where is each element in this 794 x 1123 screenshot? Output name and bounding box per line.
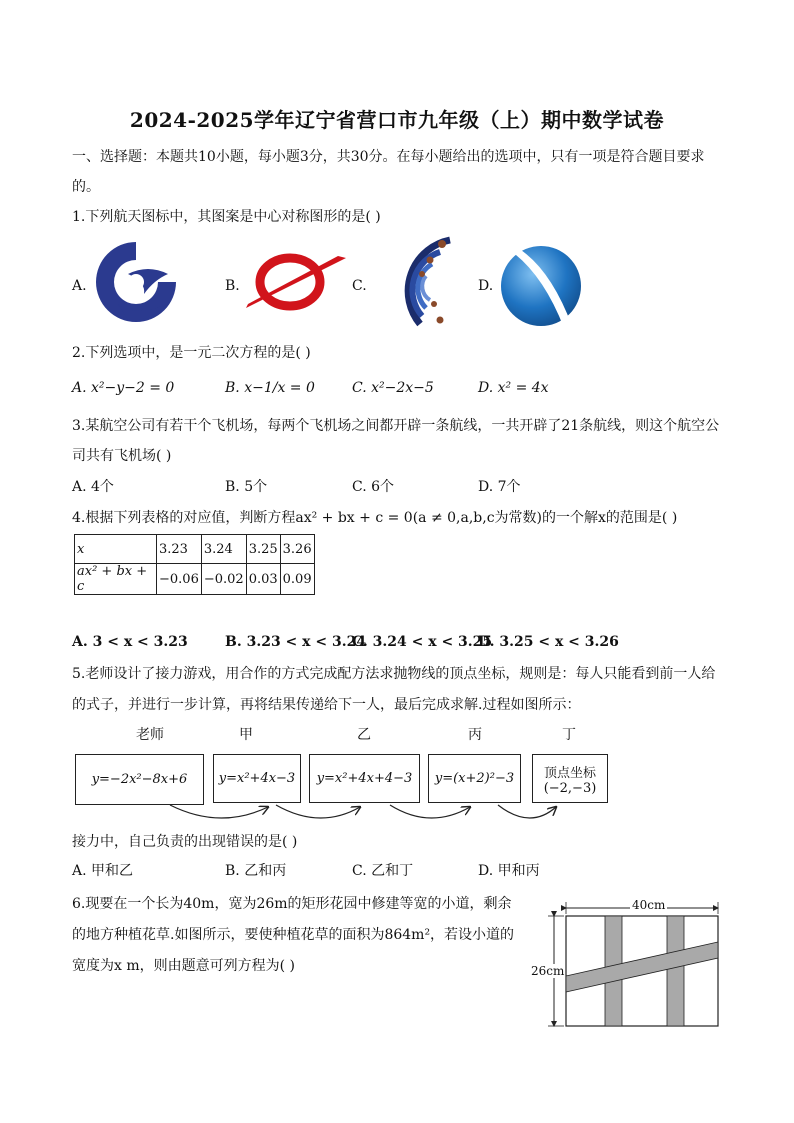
q4-option-b: B. 3.23 < x < 3.24 xyxy=(225,634,367,650)
q5-option-d: D. 甲和丙 xyxy=(478,863,540,879)
q3-option-d: D. 7个 xyxy=(478,479,521,495)
table-cell: −0.02 xyxy=(201,564,246,595)
table-cell: −0.06 xyxy=(157,564,202,595)
q5-header-ding: 丁 xyxy=(562,727,576,743)
q1-option-d-label: D. xyxy=(478,278,494,294)
q5-header-yi: 乙 xyxy=(357,727,371,743)
q6-stem-line2: 的地方种植花草.如图所示，要使种植花草的面积为864m²，若设小道的 xyxy=(72,927,515,943)
q5-box-yi: y=x²+4x+4−3 xyxy=(309,754,420,803)
q2-option-d: D. x² = 4x xyxy=(478,380,549,396)
q5-stem-line1: 5.老师设计了接力游戏，用合作的方式完成配方法求抛物线的顶点坐标，规则是：每人只能看到前一人给 xyxy=(72,666,716,682)
q5-header-teacher: 老师 xyxy=(136,727,164,743)
table-cell: 3.24 xyxy=(201,535,246,564)
q5-option-b: B. 乙和丙 xyxy=(225,863,287,879)
q1-option-c-label: C. xyxy=(352,278,367,294)
q5-box-teacher: y=−2x²−8x+6 xyxy=(75,754,204,805)
q4-option-c: C. 3.24 < x < 3.25 xyxy=(352,634,493,650)
page-title: 2024-2025学年辽宁省营口市九年级（上）期中数学试卷 xyxy=(129,108,665,132)
table-cell: 3.26 xyxy=(280,535,314,564)
q1-option-b-label: B. xyxy=(225,278,240,294)
q5-option-c: C. 乙和丁 xyxy=(352,863,414,879)
q5-stem-line2: 的式子，并进行一步计算，再将结果传递给下一人，最后完成求解.过程如图所示： xyxy=(72,697,581,713)
q5-stem-line3: 接力中，自己负责的出现错误的是( ) xyxy=(72,834,298,850)
q2-option-a: A. x²−y−2 = 0 xyxy=(72,380,175,396)
q5-box-bing: y=(x+2)²−3 xyxy=(428,754,521,803)
q5-box-jia: y=x²+4x−3 xyxy=(213,754,301,803)
table-cell: 3.23 xyxy=(157,535,202,564)
table-cell: x xyxy=(75,535,157,564)
section1-line1: 一、选择题：本题共10小题，每小题3分，共30分。在每小题给出的选项中，只有一项是符合题目要求 xyxy=(72,149,705,165)
q2-option-b: B. x−1/x = 0 xyxy=(225,380,315,396)
q3-stem-line2: 司共有飞机场( ) xyxy=(72,448,172,464)
table-cell: 0.03 xyxy=(246,564,280,595)
q4-option-d: D. 3.25 < x < 3.26 xyxy=(478,634,619,650)
q2-option-c: C. x²−2x−5 xyxy=(352,380,434,396)
table-cell: 3.25 xyxy=(246,535,280,564)
q3-option-b: B. 5个 xyxy=(225,479,268,495)
q1-option-a-label: A. xyxy=(72,278,87,294)
q5-option-a: A. 甲和乙 xyxy=(72,863,134,879)
q3-option-a: A. 4个 xyxy=(72,479,114,495)
q1-stem: 1.下列航天图标中，其图案是中心对称图形的是( ) xyxy=(72,209,381,225)
q4-stem: 4.根据下列表格的对应值，判断方程ax² + bx + c = 0(a ≠ 0,a,b,c为常数)的一个解x的范围是( ) xyxy=(72,510,678,526)
q6-height-label: 26cm xyxy=(531,964,565,978)
q5-ding-label: 顶点坐标 xyxy=(543,765,596,781)
q2-stem: 2.下列选项中，是一元二次方程的是( ) xyxy=(72,345,311,361)
table-cell: 0.09 xyxy=(280,564,314,595)
q6-garden-figure xyxy=(528,892,728,1032)
q4-option-a: A. 3 < x < 3.23 xyxy=(72,634,188,650)
q6-stem-line3: 宽度为x m，则由题意可列方程为( ) xyxy=(72,958,295,974)
q5-header-bing: 丙 xyxy=(468,727,482,743)
q3-stem-line1: 3.某航空公司有若干个飞机场，每两个飞机场之间都开辟一条航线，一共开辟了21条航线，则这个航空公 xyxy=(72,418,720,434)
q6-stem-line1: 6.现要在一个长为40m，宽为26m的矩形花园中修建等宽的小道，剩余 xyxy=(72,896,512,912)
table-cell: ax² + bx + c xyxy=(75,564,157,595)
q5-header-jia: 甲 xyxy=(239,727,253,743)
q5-ding-value: (−2,−3) xyxy=(543,780,597,796)
section1-line2: 的。 xyxy=(72,179,100,195)
q3-option-c: C. 6个 xyxy=(352,479,395,495)
q6-width-label: 40cm xyxy=(632,898,666,912)
